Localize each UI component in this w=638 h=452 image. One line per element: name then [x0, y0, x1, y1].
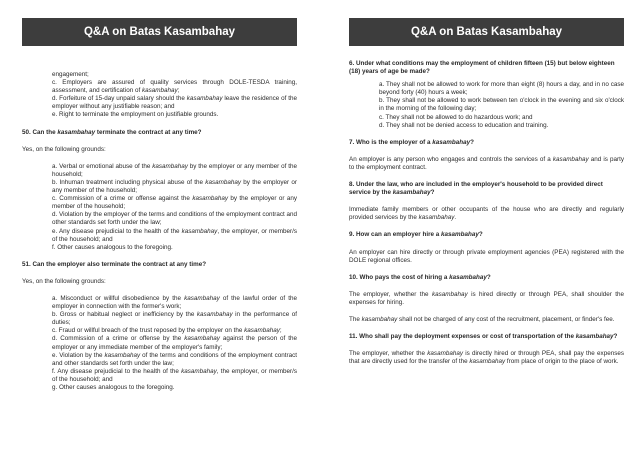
- list-item: a. Verbal or emotional abuse of the kasambahay by the employer or any member of the household;: [52, 162, 297, 178]
- answer-intro: Yes, on the following grounds:: [22, 277, 106, 285]
- conditions-list: [379, 81, 624, 130]
- page-banner: Q&A on Batas Kasambahay: [349, 18, 624, 46]
- list-item: a. Misconduct or willful disobedience by the kasambahay of the lawful order of the employer in connection with the former's work;: [52, 294, 297, 311]
- list-item: b. Gross or habitual neglect or inefficiency by the kasambahay in the performance of duties;: [52, 311, 297, 327]
- list-item: e. Any disease prejudicial to the health of the kasambahay, the employer, or member/s of the household; and: [52, 227, 297, 243]
- list-item: d. They shall not be denied access to education and training.: [379, 121, 549, 129]
- list-item: d. Violation by the employer of the terms and conditions of the employment contract and other standards set forth under the law;: [52, 211, 297, 227]
- list-item: engagement;: [52, 71, 89, 78]
- grounds-list: [52, 163, 297, 252]
- question-10: 10. Who pays the cost of hiring a kasambahay?: [349, 273, 491, 281]
- right-page: [319, 0, 638, 452]
- list-item: c. Fraud or willful breach of the trust reposed by the employer on the kasambahay;: [52, 327, 282, 335]
- question-11: 11. Who shall pay the deployment expenses or cost of transportation of the kasambahay?: [349, 333, 618, 341]
- page-banner: Q&A on Batas Kasambahay: [22, 18, 297, 46]
- list-item: a. They shall not be allowed to work for more than eight (8) hours a day, and in no case beyond forty (40) hours a week;: [379, 81, 624, 97]
- list-item: f. Any disease prejudicial to the health of the kasambahay, the employer, or member/s of the household; and: [52, 367, 297, 383]
- question-7: 7. Who is the employer of a kasambahay?: [349, 138, 474, 146]
- answer-intro: Yes, on the following grounds:: [22, 145, 106, 153]
- answer-11: The employer, whether the kasambahay is directly hired or through PEA, shall pay the expenses that are directly used for the transfer of the kasambahay from place of origin to the place of work.: [349, 350, 625, 366]
- question-6: 6. Under what conditions may the employment of children fifteen (15) but below eighteen (18) years of age be made?: [349, 60, 615, 76]
- list-item: d. Commission of a crime or offense by the kasambahay against the person of the employer or any immediate member of the employer's family;: [52, 335, 297, 351]
- grounds-list: [52, 295, 297, 392]
- list-item: c. Employers are assured of quality services through DOLE-TESDA training, assessment, and certification of kasambahay;: [52, 79, 297, 95]
- list-item: b. They shall not be allowed to work between ten o'clock in the evening and six o'clock in the morning of the following day;: [379, 97, 624, 113]
- list-item: g. Other causes analogous to the foregoing.: [52, 384, 175, 391]
- list-item: e. Violation by the kasambahay of the terms and conditions of the employment contract and other standards set forth under the law;: [52, 351, 297, 367]
- answer-10: The employer, whether the kasambahay is hired directly or through PEA, shall shoulder the expenses for hiring.: [349, 290, 624, 306]
- list-item: e. Right to terminate the employment on justifiable grounds.: [52, 111, 219, 119]
- answer-8: Immediate family members or other occupants of the house who are directly and regularly provided services by the kasambahay.: [349, 206, 624, 222]
- list-item: b. Inhuman treatment including physical abuse of the kasambahay by the employer or any member of the household;: [52, 178, 297, 195]
- list-item: d. Forfeiture of 15-day unpaid salary should the kasambahay leave the residence of the employer without any justifiable reason; and: [52, 95, 297, 111]
- continued-list: [52, 71, 297, 120]
- list-item: c. They shall not be allowed to do hazardous work; and: [379, 113, 533, 121]
- list-item: f. Other causes analogous to the foregoing.: [52, 243, 173, 251]
- answer-10-note: The kasambahay shall not be charged of any cost of the recruitment, placement, or finder's fee.: [349, 315, 615, 323]
- right-content: [349, 60, 624, 366]
- left-content: [22, 71, 297, 392]
- answer-7: An employer is any person who engages and controls the services of a kasambahay and is party to the employment contract.: [349, 155, 624, 171]
- answer-9: An employer can hire directly or through private employment agencies (PEA) registered with the DOLE regional offices.: [349, 248, 624, 264]
- question-50: 50. Can the kasambahay terminate the contract at any time?: [22, 128, 202, 136]
- question-9: 9. How can an employer hire a kasambahay?: [349, 231, 483, 239]
- list-item: c. Commission of a crime or offense against the kasambahay by the employer or any member of the household;: [52, 195, 297, 211]
- question-8: 8. Under the law, who are included in the employer's household to be provided direct service by the kasambahay?: [349, 181, 603, 197]
- question-51: 51. Can the employer also terminate the contract at any time?: [22, 260, 207, 268]
